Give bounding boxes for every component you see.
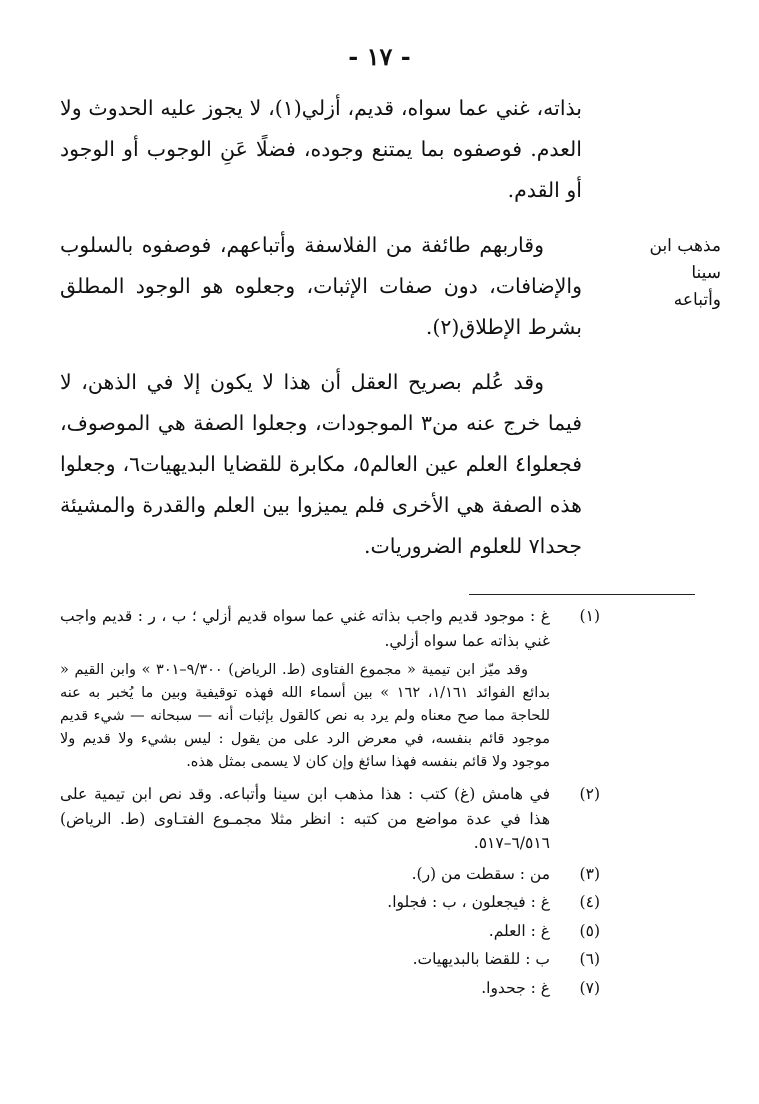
footnote-number: (١) bbox=[579, 607, 600, 625]
margin-note-line-2: وأتباعه bbox=[673, 290, 721, 310]
footnote-commentary-text: وقد ميّز ابن تيمية « مجموع الفتاوى (ط. الرياض) ٩/٣٠٠–٣٠١ » وابن القيم « بدائع الفوائد ١/١٦١، ١٦٢ » بين أسماء الله فهذه توقيفية وبين ما يُخبر به عنه للحاجة مما صح معناه ولم يرد به نص كالقول بإثبات أنه — سبحانه — شيء قديم موجود قائم بنفسه، في معرض الرد على من يقول : ليس بشيء ولا قديم ولا موجود ولا قائم بنفسه فهذا سائغ وإن كان لا يسمى بمثل هذه. bbox=[60, 662, 550, 770]
footnote-number: (٣) bbox=[579, 864, 600, 883]
footnote-number: (٥) bbox=[579, 921, 600, 940]
page-number: - ١٧ - bbox=[348, 42, 411, 71]
footnote-3 bbox=[60, 862, 600, 887]
footnote-number: (٤) bbox=[579, 893, 600, 911]
paragraph-refutation: وقد عُلم بصريح العقل أن هذا لا يكون إلا في الذهن، لا فيما خرج عنه من٣ الموجودات، وجعلوا الصفة هي الموصوف، فجعلوا٤ العلم عين العالم٥، مكابرة للقضايا البديهيات٦، وجعلوا هذه الصفة هي الأخرى فلم يميزوا بين العلم والقدرة والمشيئة جحدا٧ للعلوم الضروريات. bbox=[60, 370, 582, 558]
footnote-1 bbox=[60, 604, 600, 653]
footnote-text: في هامش (غ) كتب : هذا مذهب ابن سينا وأتباعه. وقد نص ابن تيمية على هذا في عدة مواضع من كتبه : انظر مثلا مجمـوع الفتـاوى (ط. الرياض) ٦/٥١٦–٥١٧. bbox=[60, 785, 550, 852]
footnote-4 bbox=[60, 890, 600, 915]
footnotes bbox=[60, 604, 600, 1004]
footnote-text: غ : جحدوا. bbox=[481, 978, 550, 997]
footnote-text: غ : العلم. bbox=[488, 921, 550, 940]
paragraph-philosophers: وقاربهم طائفة من الفلاسفة وأتباعهم، فوصفوه بالسلوب والإضافات، دون صفات الإثبات، وجعلوه هو الوجود المطلق بشرط الإطلاق(٢). bbox=[60, 233, 582, 339]
footnote-5 bbox=[60, 919, 600, 944]
footnote-number: (٢) bbox=[579, 785, 600, 803]
footnote-text: ب : للقضا بالبديهيات. bbox=[412, 950, 550, 968]
footnote-text: غ : موجود قديم واجب بذاته غني عما سواه قديم أزلي ؛ ب ، ر : قديم واجب غني بذاته عما سواه أزلي. bbox=[60, 607, 550, 650]
margin-note-line-1: مذهب ابن سينا bbox=[649, 236, 721, 283]
footnote-number: (٧) bbox=[579, 978, 600, 997]
footnote-2 bbox=[60, 782, 600, 856]
paragraph-continuation: بذاته، غني عما سواه، قديم، أزلي(١)، لا يجوز عليه الحدوث ولا العدم. فوصفوه بما يمتنع وجوده، فضلًا عَنِ الوجوب أو الوجود أو القدم. bbox=[60, 96, 582, 202]
margin-note bbox=[621, 233, 721, 314]
footnote-number: (٦) bbox=[579, 950, 600, 968]
footnote-1-commentary bbox=[60, 659, 600, 774]
footnote-text: غ : فيجعلون ، ب : فجلوا. bbox=[387, 893, 550, 911]
footnote-7 bbox=[60, 976, 600, 1001]
footnote-separator bbox=[469, 594, 695, 595]
main-text bbox=[60, 88, 582, 567]
footnote-text: من : سقطت من (ر). bbox=[411, 864, 550, 883]
footnote-6 bbox=[60, 947, 600, 972]
